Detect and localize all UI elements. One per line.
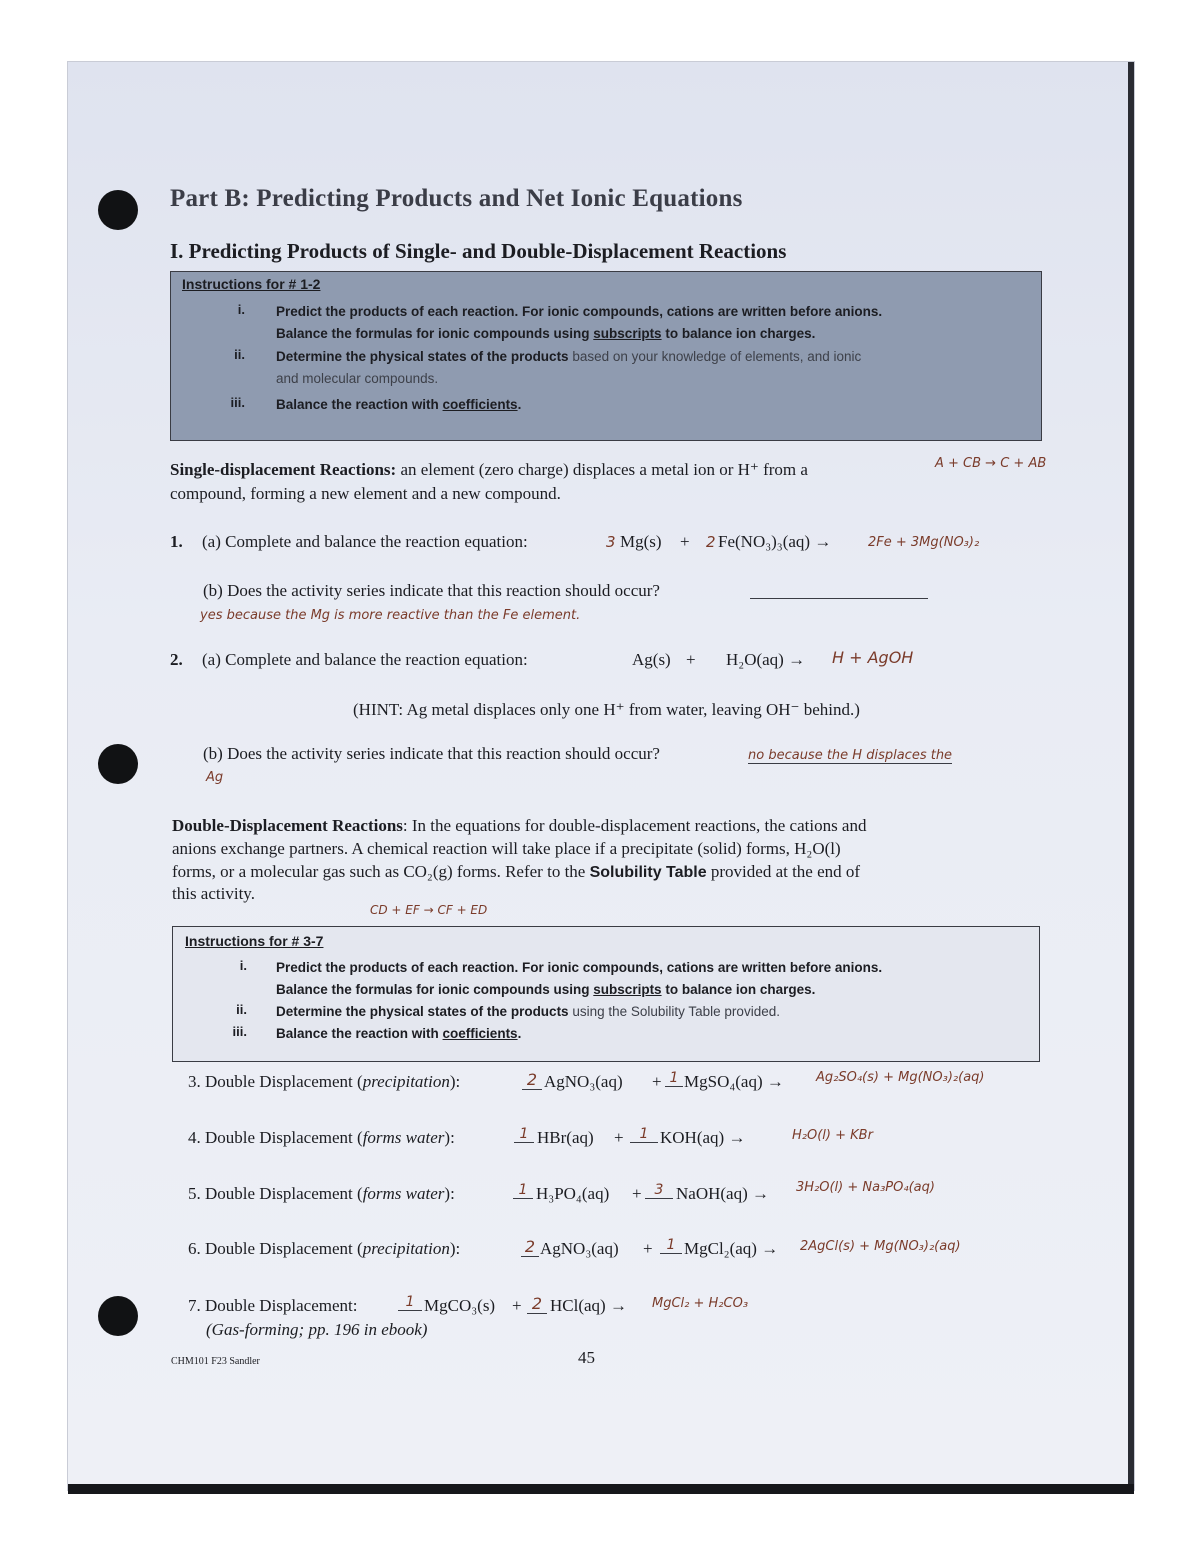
instruction-number: i.: [237, 302, 245, 317]
instruction-item: Determine the physical states of the products based on your knowledge of elements, and ionic and molecular compounds.: [276, 349, 862, 386]
instruction-number: ii.: [234, 347, 245, 362]
question-1-number: 1.: [170, 532, 183, 551]
course-footer: CHM101 F23 Sandler: [171, 1356, 260, 1367]
handwritten-coefficient: 1: [630, 1126, 658, 1143]
handwritten-coefficient: 1: [660, 1237, 682, 1254]
reaction-4-reactant-2: KOH(aq) →: [660, 1128, 746, 1147]
reaction-3-plus: +: [652, 1072, 662, 1091]
part-title: Part B: Predicting Products and Net Ionic Equations: [170, 185, 743, 212]
reaction-6-plus: +: [643, 1239, 653, 1258]
instructions-title-1: Instructions for # 1-2: [182, 276, 321, 292]
punch-hole-top: [98, 190, 138, 230]
handwritten-general-equation-2: CD + EF → CF + ED: [370, 903, 488, 917]
question-1a-prompt: (a) Complete and balance the reaction equation:: [202, 532, 528, 551]
handwritten-q2-answer: no because the H displaces the: [748, 748, 953, 763]
instruction-number: ii.: [236, 1002, 247, 1017]
instructions-title-2: Instructions for # 3-7: [185, 933, 324, 949]
reaction-7-plus: +: [512, 1296, 522, 1315]
handwritten-coefficient: 3: [645, 1182, 673, 1199]
instruction-item: Determine the physical states of the products using the Solubility Table provided.: [276, 1004, 780, 1019]
reaction-7-reactant-1: MgCO₃(s): [424, 1296, 496, 1315]
question-2-number: 2.: [170, 650, 183, 669]
reaction-6-reactant-1: AgNO₃(aq): [540, 1239, 619, 1258]
handwritten-q1-answer: yes because the Mg is more reactive than the Fe element.: [200, 608, 581, 623]
handwritten-q2-products: H + AgOH: [832, 648, 914, 667]
q2-reactant-2: H₂O(aq) →: [726, 650, 806, 669]
instruction-number: i.: [239, 958, 247, 973]
handwritten-coefficient: 2: [521, 1237, 539, 1257]
single-displacement-intro: Single-displacement Reactions: an element (zero charge) displaces a metal ion or H⁺ from a: [170, 460, 808, 479]
reaction-5: 5. Double Displacement (forms water):: [188, 1184, 455, 1203]
page-edge-right: [1128, 62, 1134, 1490]
handwritten-r4-products: H₂O(l) + KBr: [792, 1128, 873, 1143]
reaction-3: 3. Double Displacement (precipitation):: [188, 1072, 461, 1091]
reaction-5-plus: +: [632, 1184, 642, 1203]
reaction-7: 7. Double Displacement:: [188, 1296, 358, 1315]
q2-plus: +: [686, 650, 696, 669]
page-number: 45: [578, 1348, 595, 1367]
q1-reactant-1: Mg(s): [620, 532, 662, 551]
single-displacement-intro-line2: compound, forming a new element and a new compound.: [170, 484, 561, 503]
instruction-number: iii.: [232, 1024, 247, 1039]
handwritten-r7-products: MgCl₂ + H₂CO₃: [652, 1296, 749, 1311]
instruction-item: Predict the products of each reaction. For ionic compounds, cations are written before anions. Balance the formulas for ionic compounds using subscripts to balance ion charges.: [276, 960, 883, 997]
handwritten-q2-answer-line2: Ag: [206, 770, 224, 785]
question-2a-prompt: (a) Complete and balance the reaction equation:: [202, 650, 528, 669]
instruction-item: Predict the products of each reaction. For ionic compounds, cations are written before anions. Balance the formulas for ionic compounds using subscripts to balance ion charges.: [276, 304, 883, 341]
handwritten-coefficient: 2: [706, 533, 716, 551]
handwritten-coefficient: 1: [514, 1126, 534, 1143]
handwritten-r5-products: 3H₂O(l) + Na₃PO₄(aq): [796, 1180, 935, 1195]
handwritten-coefficient: 1: [665, 1070, 683, 1087]
instruction-item: Balance the reaction with coefficients.: [276, 397, 522, 412]
reaction-5-reactant-2: NaOH(aq) →: [676, 1184, 769, 1203]
reaction-7-reactant-2: HCl(aq) →: [550, 1296, 627, 1315]
punch-hole-bottom: [98, 1296, 138, 1336]
instruction-item: Balance the reaction with coefficients.: [276, 1026, 522, 1041]
handwritten-r6-products: 2AgCl(s) + Mg(NO₃)₂(aq): [800, 1239, 961, 1254]
handwritten-coefficient: 1: [513, 1182, 533, 1199]
handwritten-general-equation: A + CB → C + AB: [935, 456, 1047, 471]
reaction-4: 4. Double Displacement (forms water):: [188, 1128, 455, 1147]
q1-plus: +: [680, 532, 690, 551]
page-edge-bottom: [68, 1484, 1134, 1494]
reaction-3-reactant-2: MgSO₄(aq) →: [684, 1072, 784, 1091]
instruction-number: iii.: [230, 395, 245, 410]
handwritten-coefficient: 1: [398, 1294, 422, 1311]
handwritten-coefficient: 2: [527, 1294, 547, 1314]
reaction-4-plus: +: [614, 1128, 624, 1147]
reaction-4-reactant-1: HBr(aq): [537, 1128, 594, 1147]
q1-reactant-2: Fe(NO₃)₃(aq) →: [718, 532, 832, 551]
double-displacement-line3: forms, or a molecular gas such as CO₂(g) forms. Refer to the Solubility Table provided at the end of: [172, 862, 861, 881]
reaction-7-note: (Gas-forming; pp. 196 in ebook): [206, 1320, 428, 1339]
section-title: I. Predicting Products of Single- and Double-Displacement Reactions: [170, 239, 787, 263]
reaction-6-reactant-2: MgCl₂(aq) →: [684, 1239, 779, 1258]
q2-hint: (HINT: Ag metal displaces only one H⁺ from water, leaving OH⁻ behind.): [353, 700, 860, 719]
reaction-6: 6. Double Displacement (precipitation):: [188, 1239, 461, 1258]
double-displacement-line2: anions exchange partners. A chemical reaction will take place if a precipitate (solid) forms, H₂O(l): [172, 839, 841, 858]
reaction-3-reactant-1: AgNO₃(aq): [544, 1072, 623, 1091]
question-1b-prompt: (b) Does the activity series indicate that this reaction should occur?: [203, 581, 660, 600]
answer-line: [750, 598, 928, 599]
handwritten-coefficient: 3: [606, 533, 616, 551]
double-displacement-line4: this activity.: [172, 884, 255, 903]
q2-reactant-1: Ag(s): [632, 650, 671, 669]
punch-hole-middle: [98, 744, 138, 784]
handwritten-coefficient: 2: [522, 1070, 542, 1090]
question-2b-prompt: (b) Does the activity series indicate that this reaction should occur?: [203, 744, 660, 763]
double-displacement-intro: Double-Displacement Reactions: In the equations for double-displacement reactions, the cations and: [172, 816, 867, 835]
handwritten-q1-products: 2Fe + 3Mg(NO₃)₂: [868, 535, 980, 550]
handwritten-r3-products: Ag₂SO₄(s) + Mg(NO₃)₂(aq): [816, 1070, 985, 1085]
reaction-5-reactant-1: H₃PO₄(aq): [536, 1184, 610, 1203]
